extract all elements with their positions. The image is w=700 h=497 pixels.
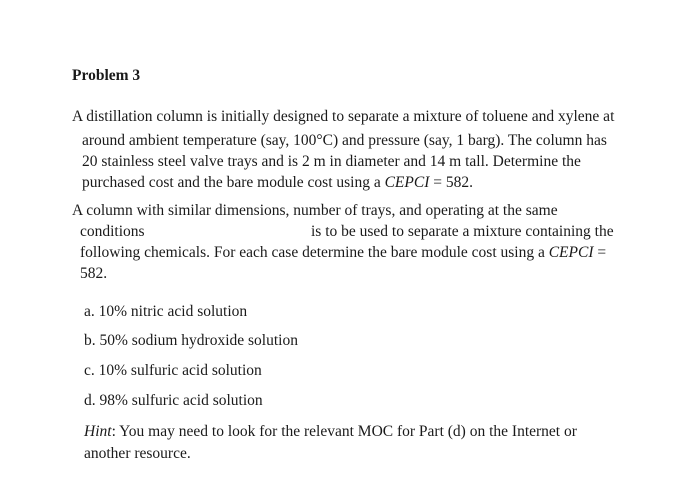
list-item-c: c. 10% sulfuric acid solution: [84, 362, 262, 379]
hint-label: Hint: [84, 423, 112, 440]
hint-line-1: [84, 422, 577, 442]
list-item-b: b. 50% sodium hydroxide solution: [84, 332, 298, 349]
para2-line-3: [80, 243, 606, 263]
cepci-term: CEPCI: [384, 174, 430, 191]
para1-line-4-text: purchased cost and the bare module cost using a: [82, 174, 385, 191]
problem-title: Problem 3: [72, 67, 141, 84]
cepci-term: CEPCI: [548, 244, 594, 261]
hint-line-2: another resource.: [84, 445, 191, 462]
para1-line-4-value: = 582.: [429, 174, 473, 191]
para2-line-2a: conditions: [80, 223, 145, 240]
para1-line-3: 20 stainless steel valve trays and is 2 m in diameter and 14 m tall. Determine the: [82, 153, 581, 170]
list-item-d: d. 98% sulfuric acid solution: [84, 392, 263, 409]
para1-line-2: around ambient temperature (say, 100°C) and pressure (say, 1 barg). The column has: [82, 132, 607, 149]
para2-line-3-text: following chemicals. For each case determine the bare module cost using a: [80, 244, 549, 261]
para2-line-2b: is to be used to separate a mixture containing the: [311, 223, 614, 240]
list-item-a: a. 10% nitric acid solution: [84, 303, 248, 320]
hint-text: : You may need to look for the relevant MOC for Part (d) on the Internet or: [111, 423, 577, 440]
para2-line-4: 582.: [80, 265, 108, 282]
para1-line-1: A distillation column is initially designed to separate a mixture of toluene and xylene at: [72, 108, 615, 125]
para1-line-4: [82, 173, 473, 193]
para2-line-1: A column with similar dimensions, number of trays, and operating at the same: [72, 202, 558, 219]
para2-line-3-eq: =: [593, 244, 607, 261]
